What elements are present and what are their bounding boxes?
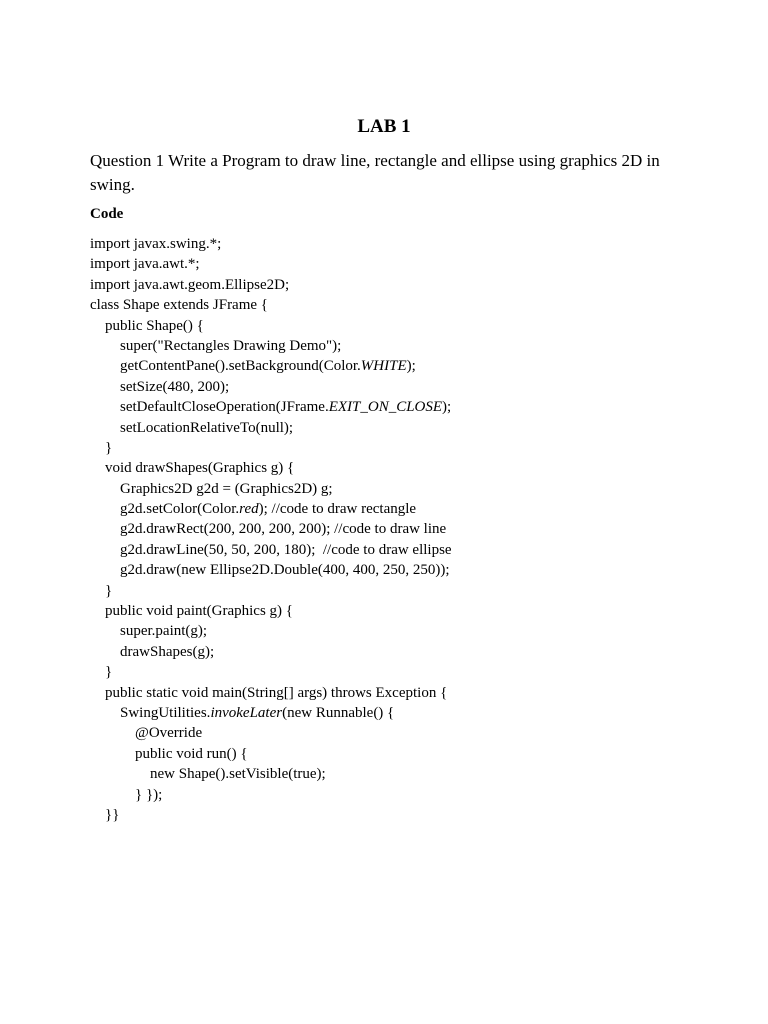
code-line [90,560,710,580]
code-line [90,601,710,621]
code-line [90,356,710,376]
code-line [90,805,710,825]
code-heading: Code [90,206,124,222]
question-text: Question 1 Write a Program to draw line, rectangle and ellipse using graphics 2D in swing. [90,151,660,194]
code-token: }} [105,806,120,823]
code-line [90,621,710,641]
code-line [90,703,710,723]
code-token: setDefaultCloseOperation(JFrame. [120,399,329,416]
code-token: import java.awt.geom.Ellipse2D; [90,276,290,293]
code-token: super.paint(g); [120,623,208,640]
code-token: Graphics2D g2d = (Graphics2D) g; [120,480,333,497]
page-title: LAB 1 [357,116,411,137]
code-token: } }); [135,786,163,803]
code-line [90,377,710,397]
code-line [90,723,710,743]
code-line [90,336,710,356]
code-token: public static void main(String[] args) throws Exception { [105,684,448,701]
code-token: g2d.draw(new Ellipse2D.Double(400, 400, 250, 250)); [120,562,450,579]
code-line [90,438,710,458]
code-token: public void run() { [135,745,248,762]
code-token: @Override [135,725,203,742]
code-token-italic: WHITE [360,358,407,375]
code-token: } [105,664,113,681]
code-token: ); //code to draw rectangle [258,501,417,518]
code-token: setSize(480, 200); [120,378,230,395]
code-token: class Shape extends JFrame { [90,297,268,314]
code-token: g2d.drawLine(50, 50, 200, 180); //code to draw ellipse [120,541,452,558]
code-line [90,234,710,254]
code-line [90,418,710,438]
code-token: } [105,582,113,599]
code-line [90,499,710,519]
code-line [90,275,710,295]
code-token: } [105,439,113,456]
code-line [90,683,710,703]
code-line [90,764,710,784]
code-token: super("Rectangles Drawing Demo"); [120,337,342,354]
code-token: setLocationRelativeTo(null); [120,419,294,436]
code-token: import javax.swing.*; [90,236,222,252]
code-token: g2d.setColor(Color. [120,501,240,518]
code-token: g2d.drawRect(200, 200, 200, 200); //code to draw line [120,521,447,538]
code-line [90,642,710,662]
code-line [90,316,710,336]
code-token: drawShapes(g); [120,643,215,660]
code-line [90,479,710,499]
code-token: void drawShapes(Graphics g) { [105,460,295,477]
code-line [90,581,710,601]
code-line [90,785,710,805]
code-token: import java.awt.*; [90,256,200,273]
code-token-italic: red [239,501,259,518]
code-token: public void paint(Graphics g) { [105,603,293,620]
code-line [90,458,710,478]
code-token: getContentPane().setBackground(Color. [120,358,361,375]
code-line [90,519,710,539]
code-token-italic: invokeLater [210,704,283,721]
code-token-italic: EXIT_ON_CLOSE [328,399,443,416]
code-token: SwingUtilities. [120,704,211,721]
code-token: new Shape().setVisible(true); [150,766,326,783]
code-line [90,397,710,417]
code-block [90,234,710,825]
code-token: ); [406,358,416,375]
code-line [90,662,710,682]
code-line [90,254,710,274]
code-line [90,540,710,560]
code-token: ); [442,399,452,416]
code-token: public Shape() { [105,317,204,334]
code-token: (new Runnable() { [282,704,395,721]
code-line [90,295,710,315]
code-line [90,744,710,764]
